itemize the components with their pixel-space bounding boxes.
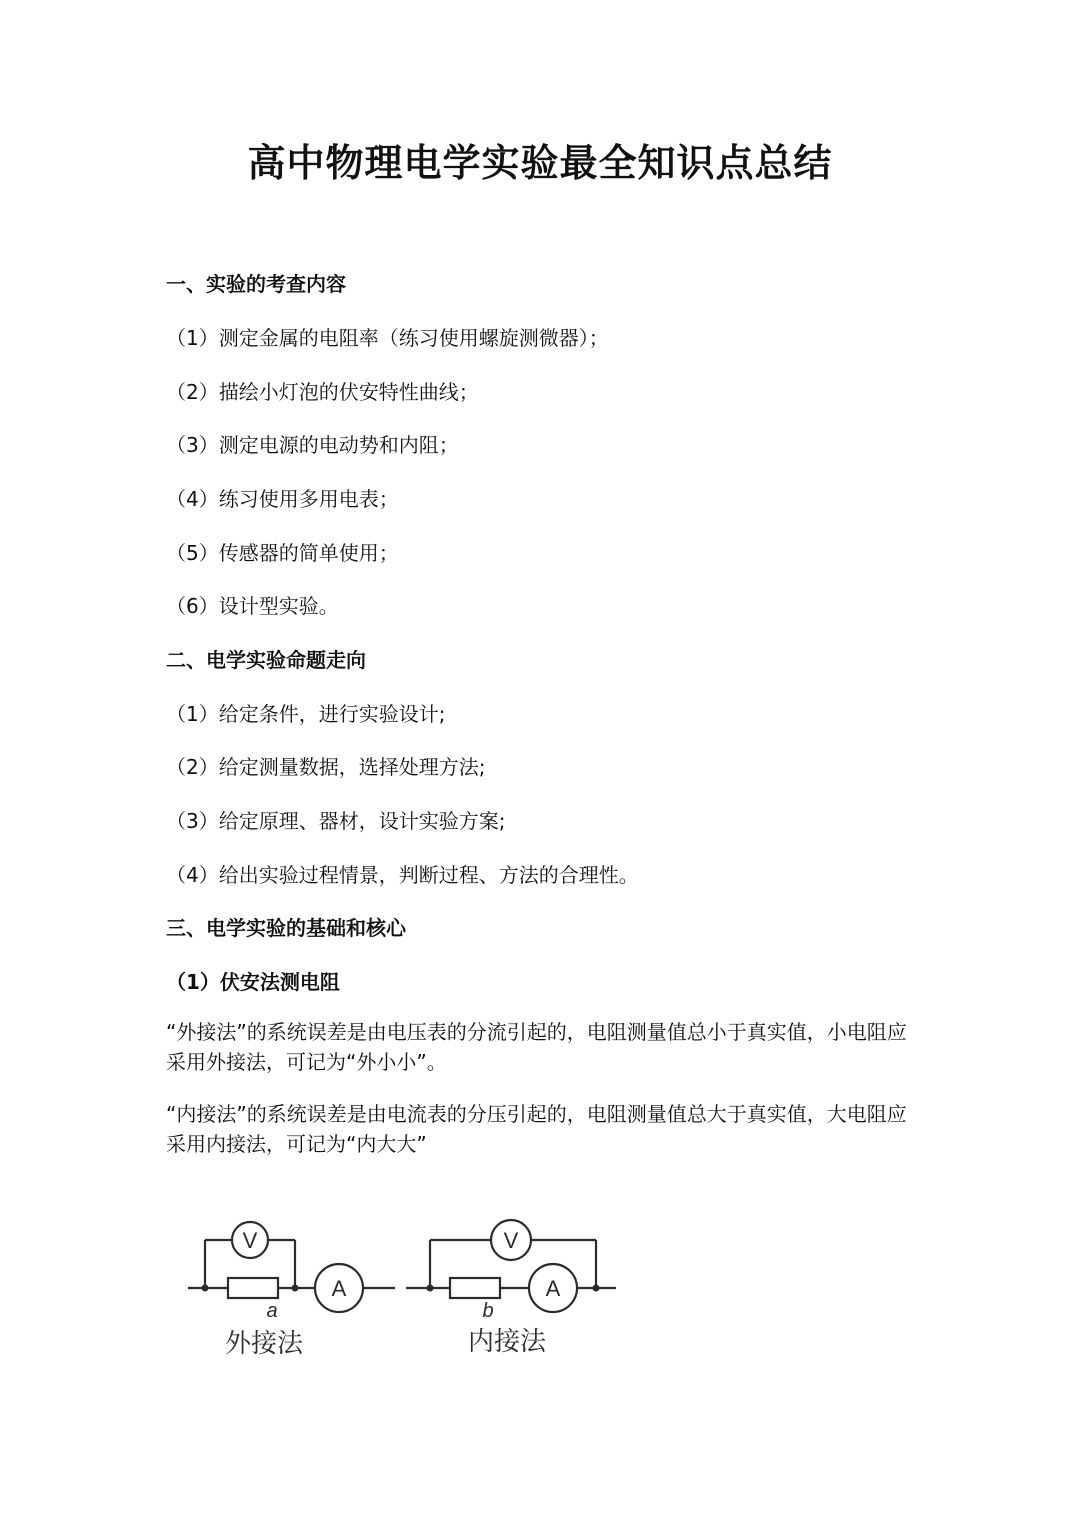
section2-item-3: （3）给定原理、器材，设计实验方案; xyxy=(166,809,506,833)
section1-heading: 一、实验的考查内容 xyxy=(166,272,346,296)
ammeter-label: A xyxy=(331,1276,347,1301)
section2-item-1: （1）给定条件，进行实验设计; xyxy=(166,702,446,726)
voltmeter-label: V xyxy=(242,1228,258,1253)
external-circuit-diagram xyxy=(188,1222,395,1312)
section1-item-4: （4）练习使用多用电表； xyxy=(166,487,399,511)
section1-item-5: （5）传感器的简单使用； xyxy=(166,541,399,565)
section1-item-1: （1）测定金属的电阻率（练习使用螺旋测微器）； xyxy=(166,326,609,350)
diagram-letter-a: a xyxy=(266,1300,278,1322)
resistor-icon xyxy=(450,1278,500,1298)
section3-subheading: （1）伏安法测电阻 xyxy=(166,970,340,994)
paragraph-external-method: “外接法”的系统误差是由电压表的分流引起的，电阻测量值总小于真实值，小电阻应采用外接法，可记为“外小小”。 xyxy=(166,1020,907,1074)
section1-item-3: （3）测定电源的电动势和内阻； xyxy=(166,433,459,457)
section3-heading: 三、电学实验的基础和核心 xyxy=(166,916,406,940)
circuit-diagrams xyxy=(180,1200,620,1370)
section2-item-4: （4）给出实验过程情景，判断过程、方法的合理性。 xyxy=(166,863,639,887)
page-title: 高中物理电学实验最全知识点总结 xyxy=(247,141,833,185)
resistor-icon xyxy=(228,1278,278,1298)
section2-item-2: （2）给定测量数据，选择处理方法; xyxy=(166,755,486,779)
ammeter-label: A xyxy=(545,1276,561,1301)
diagram-caption-external: 外接法 xyxy=(224,1328,304,1358)
section2-heading: 二、电学实验命题走向 xyxy=(166,648,366,672)
diagram-caption-internal: 内接法 xyxy=(467,1326,547,1356)
section1-item-6: （6）设计型实验。 xyxy=(166,594,339,618)
section1-item-2: （2）描绘小灯泡的伏安特性曲线； xyxy=(166,380,479,404)
voltmeter-label: V xyxy=(503,1228,519,1253)
paragraph-internal-method: “内接法”的系统误差是由电流表的分压引起的，电阻测量值总大于真实值，大电阻应采用内接法，可记为“内大大” xyxy=(166,1102,907,1156)
diagram-letter-b: b xyxy=(482,1300,494,1322)
